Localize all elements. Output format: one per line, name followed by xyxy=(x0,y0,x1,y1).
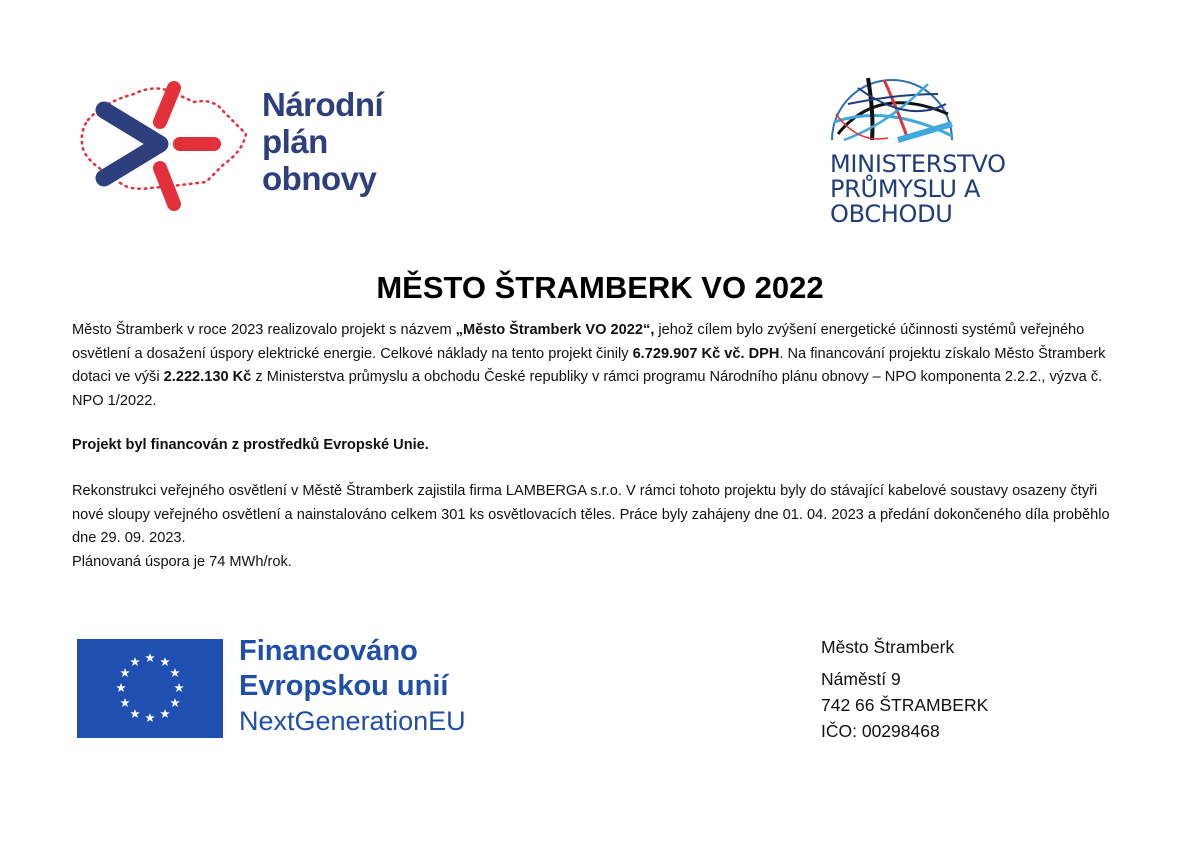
text-span: jehož cílem bylo zvýšení energetické účinnosti systémů veřejného osvětlení a dosažení úspory elektrické energie. Celkové náklady na tento projekt činily xyxy=(72,322,1085,362)
narodni-plan-obnovy-logo xyxy=(74,72,414,217)
text-span: z Ministerstva průmyslu a obchodu České republiky v rámci programu Národního plánu obnovy – NPO komponenta 2.2.2., výzva č. NPO 1/2022. xyxy=(72,369,1103,409)
planned-savings: Plánovaná úspora je 74 MWh/rok. xyxy=(72,553,292,570)
text-span: Město Štramberk v roce 2023 realizovalo projekt s názvem xyxy=(72,322,456,338)
reconstruction-details xyxy=(72,480,1132,574)
globe-emblem-icon xyxy=(828,74,958,144)
eu-flag xyxy=(77,639,223,738)
address-block xyxy=(821,634,988,744)
eu-line-1: Financováno xyxy=(239,635,418,667)
ministerstvo-prumyslu-logo xyxy=(826,74,1106,228)
project-name: „Město Štramberk VO 2022“, xyxy=(455,322,655,338)
address-name: Město Štramberk xyxy=(821,637,955,657)
eu-line-2: Evropskou unií xyxy=(239,670,449,702)
total-cost: 6.729.907 Kč vč. DPH xyxy=(632,345,780,362)
eu-funding-statement: Projekt byl financován z prostředků Evropské Unie. xyxy=(72,437,429,453)
eu-stars-icon xyxy=(77,639,223,738)
mpo-logo-text xyxy=(830,152,1106,227)
npo-logo-text xyxy=(262,86,383,197)
mpo-line-1: MINISTERSTVO xyxy=(830,150,1006,178)
subsidy-amount: 2.222.130 Kč xyxy=(163,369,252,385)
text-span: . Na financování projektu získalo Město Štramberk dotaci ve výši xyxy=(72,345,1106,385)
npo-line-3: obnovy xyxy=(262,160,377,197)
npo-line-2: plán xyxy=(262,123,328,160)
mpo-line-2: PRŮMYSLU A OBCHODU xyxy=(830,175,981,228)
document-title: MĚSTO ŠTRAMBERK VO 2022 xyxy=(376,270,824,305)
npo-emblem-icon xyxy=(74,72,254,217)
address-street: Náměstí 9 xyxy=(821,669,901,689)
reconstruction-text: Rekonstrukci veřejného osvětlení v Městě Štramberk zajistila firma LAMBERGA s.r.o. V rámci tohoto projektu byly do stávající kabelové soustavy osazeny čtyři nové sloupy veřejného osvětlení a nainstalováno celkem 301 ks osvětlovacích těles. Práce byly zahájeny dne 01. 04. 2023 a předání dokončeného díla proběhlo dne 29. 09. 2023. xyxy=(72,483,1110,546)
address-city: 742 66 ŠTRAMBERK xyxy=(821,695,989,715)
address-ico: IČO: 00298468 xyxy=(821,721,940,741)
npo-line-1: Národní xyxy=(262,86,384,123)
eu-line-3: NextGenerationEU xyxy=(239,706,466,736)
eu-funding-logo-text xyxy=(239,634,466,739)
project-description xyxy=(72,319,1132,413)
